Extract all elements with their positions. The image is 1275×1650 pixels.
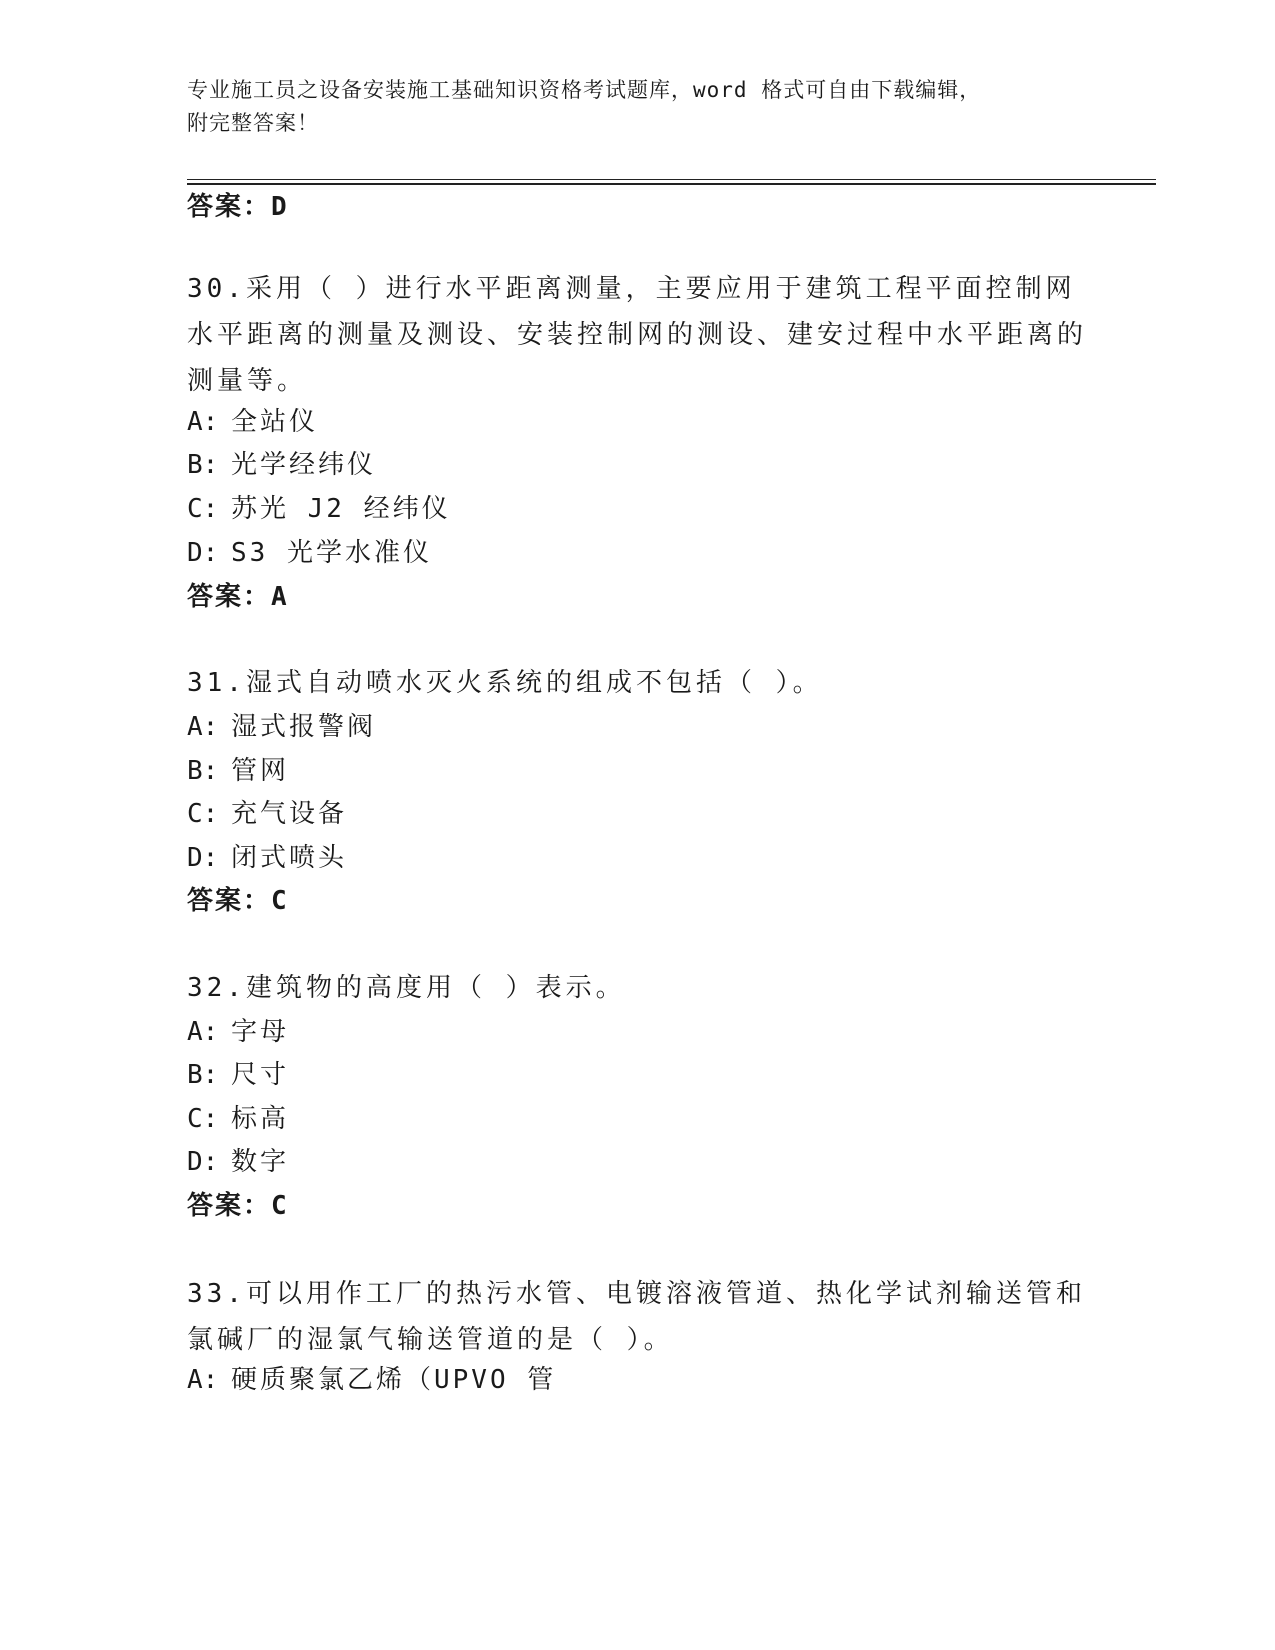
option-text: 标高 <box>231 1104 290 1134</box>
option-key: A: <box>187 1017 219 1047</box>
option-key: B: <box>187 756 219 786</box>
header-divider-thin <box>187 179 1156 180</box>
question-30-option-b <box>187 448 376 482</box>
option-key: C: <box>187 799 219 829</box>
header-divider-thick <box>187 183 1156 185</box>
option-text: 全站仪 <box>231 407 319 437</box>
option-key: D: <box>187 1147 219 1177</box>
option-key: B: <box>187 450 219 480</box>
question-33-option-a <box>187 1363 556 1397</box>
option-text: 硬质聚氯乙烯（UPVO 管 <box>231 1365 557 1395</box>
question-33-stem: 33.可以用作工厂的热污水管、电镀溶液管道、热化学试剂输送管和氯碱厂的湿氯气输送管道的是（ ）。 <box>187 1279 1086 1355</box>
question-31-option-d <box>187 841 347 875</box>
option-key: D: <box>187 538 219 568</box>
question-30-stem: 30.采用（ ）进行水平距离测量，主要应用于建筑工程平面控制网水平距离的测量及测设、安装控制网的测设、建安过程中水平距离的测量等。 <box>187 274 1088 396</box>
option-text: 尺寸 <box>231 1060 290 1090</box>
option-key: C: <box>187 1104 219 1134</box>
option-key: A: <box>187 407 219 437</box>
option-text: 充气设备 <box>231 799 348 829</box>
question-31-stem: 31.湿式自动喷水灭火系统的组成不包括（ ）。 <box>187 668 823 698</box>
question-30-answer: 答案：A <box>187 582 289 612</box>
option-text: 光学经纬仪 <box>231 450 377 480</box>
question-32-option-a <box>187 1015 289 1049</box>
question-30-option-a <box>187 405 318 439</box>
option-key: B: <box>187 1060 219 1090</box>
option-text: S3 光学水准仪 <box>231 538 432 568</box>
previous-answer: 答案：D <box>187 192 289 222</box>
option-text: 数字 <box>231 1147 290 1177</box>
option-text: 苏光 J2 经纬仪 <box>231 494 451 524</box>
question-31-option-b <box>187 754 289 788</box>
option-key: C: <box>187 494 219 524</box>
question-32-option-b <box>187 1058 289 1092</box>
question-30-option-d <box>187 536 432 570</box>
option-key: D: <box>187 843 219 873</box>
question-31-option-a <box>187 710 376 744</box>
option-text: 字母 <box>231 1017 290 1047</box>
question-32-stem: 32.建筑物的高度用（ ）表示。 <box>187 973 626 1003</box>
question-32-option-d <box>187 1145 289 1179</box>
option-key: A: <box>187 1365 219 1395</box>
option-key: A: <box>187 712 219 742</box>
question-31-option-c <box>187 797 347 831</box>
document-header <box>187 74 1107 140</box>
header-line-1: 专业施工员之设备安装施工基础知识资格考试题库，word 格式可自由下载编辑， <box>187 78 982 102</box>
question-32-answer: 答案：C <box>187 1191 289 1221</box>
option-text: 湿式报警阀 <box>231 712 377 742</box>
option-text: 管网 <box>231 756 290 786</box>
option-text: 闭式喷头 <box>231 843 348 873</box>
question-30-option-c <box>187 492 451 526</box>
question-32-option-c <box>187 1102 289 1136</box>
question-31-answer: 答案：C <box>187 886 289 916</box>
header-line-2: 附完整答案！ <box>187 111 319 135</box>
